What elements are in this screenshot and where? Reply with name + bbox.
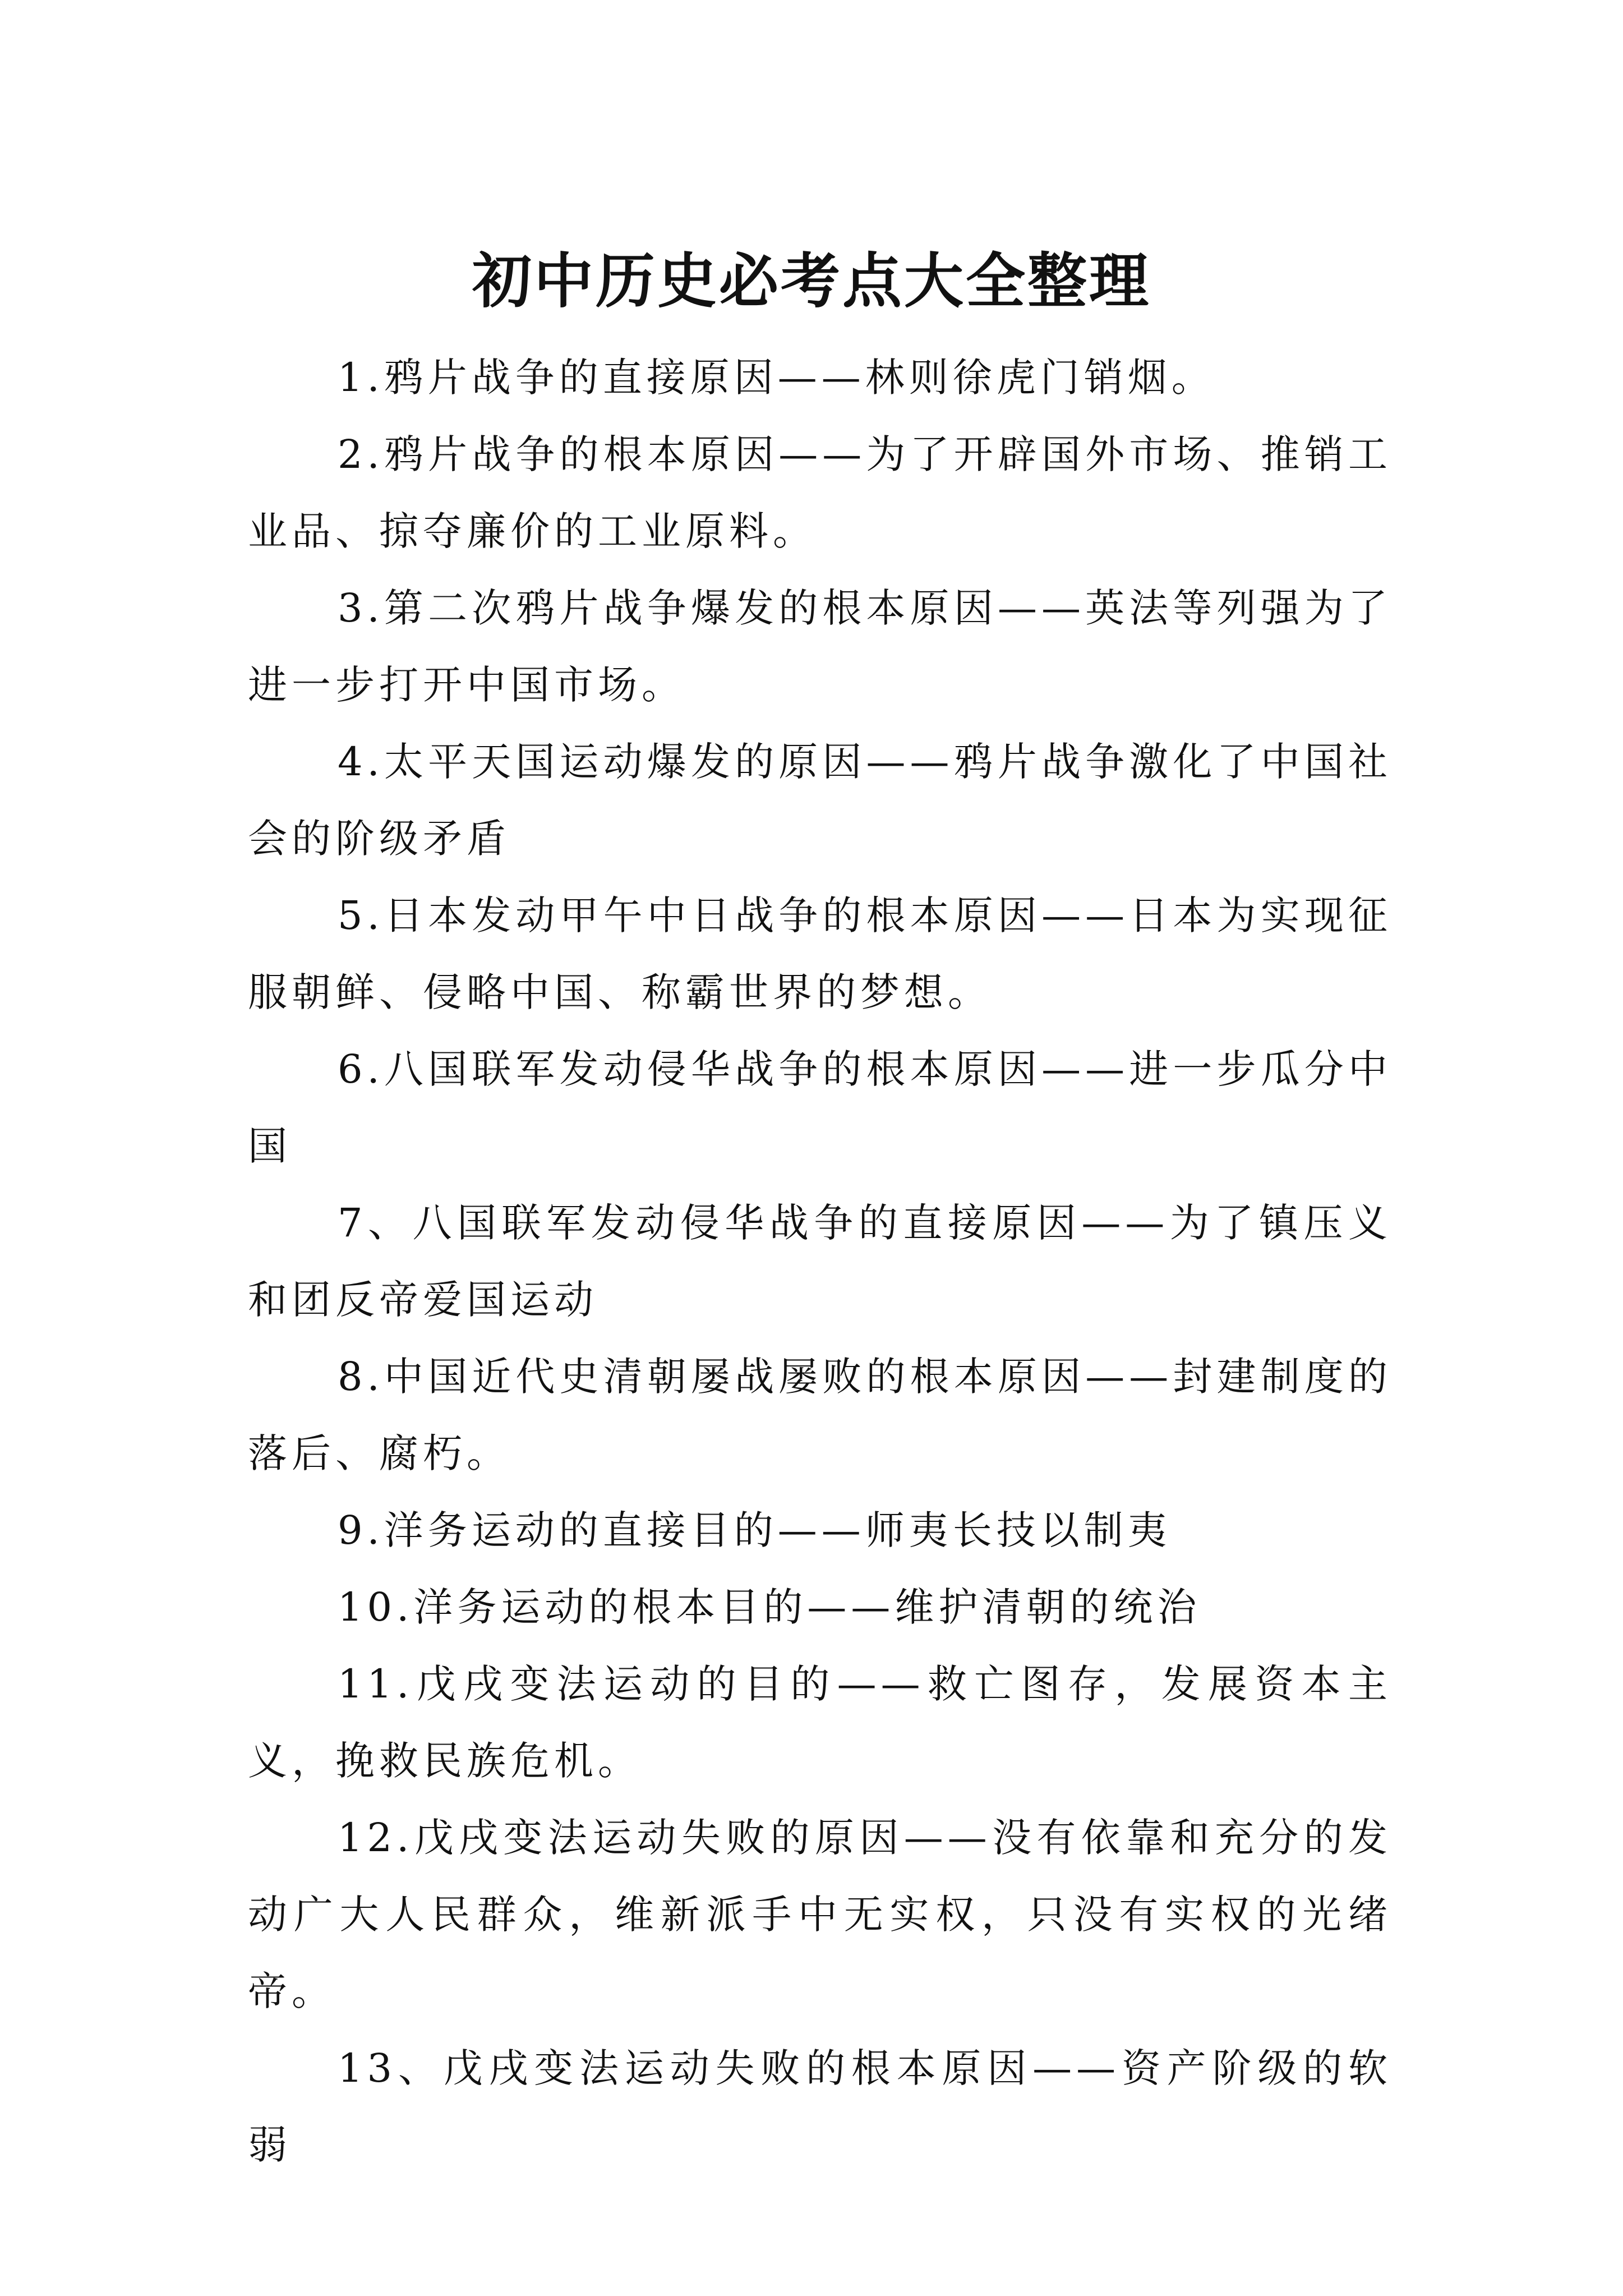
list-item: 8.中国近代史清朝屡战屡败的根本原因——封建制度的落后、腐朽。 bbox=[248, 1354, 1392, 1476]
list-item: 4.太平天国运动爆发的原因——鸦片战争激化了中国社会的阶级矛盾 bbox=[248, 739, 1392, 862]
list-item: 2.鸦片战争的根本原因——为了开辟国外市场、推销工业品、掠夺廉价的工业原料。 bbox=[248, 431, 1392, 554]
list-item: 1.鸦片战争的直接原因——林则徐虎门销烟。 bbox=[338, 355, 1215, 401]
list-item: 3.第二次鸦片战争爆发的根本原因——英法等列强为了进一步打开中国市场。 bbox=[248, 585, 1392, 708]
list-item: 13、戊戌变法运动失败的根本原因——资产阶级的软弱 bbox=[248, 2045, 1392, 2168]
document-body bbox=[248, 339, 1392, 2184]
list-item: 11.戊戌变法运动的目的——救亡图存，发展资本主义，挽救民族危机。 bbox=[248, 1661, 1392, 1784]
list-item: 10.洋务运动的根本目的——维护清朝的统治 bbox=[338, 1584, 1201, 1630]
list-item: 7、八国联军发动侵华战争的直接原因——为了镇压义和团反帝爱国运动 bbox=[248, 1200, 1392, 1323]
page-title: 初中历史必考点大全整理 bbox=[472, 246, 1151, 316]
list-item: 12.戊戌变法运动失败的原因——没有依靠和充分的发动广大人民群众，维新派手中无实权，只没有实权的光绪帝。 bbox=[248, 1815, 1392, 2014]
list-item: 6.八国联军发动侵华战争的根本原因——进一步瓜分中国 bbox=[248, 1046, 1392, 1169]
list-item: 5.日本发动甲午中日战争的根本原因——日本为实现征服朝鲜、侵略中国、称霸世界的梦想。 bbox=[248, 892, 1392, 1015]
list-item: 9.洋务运动的直接目的——师夷长技以制夷 bbox=[338, 1507, 1172, 1553]
